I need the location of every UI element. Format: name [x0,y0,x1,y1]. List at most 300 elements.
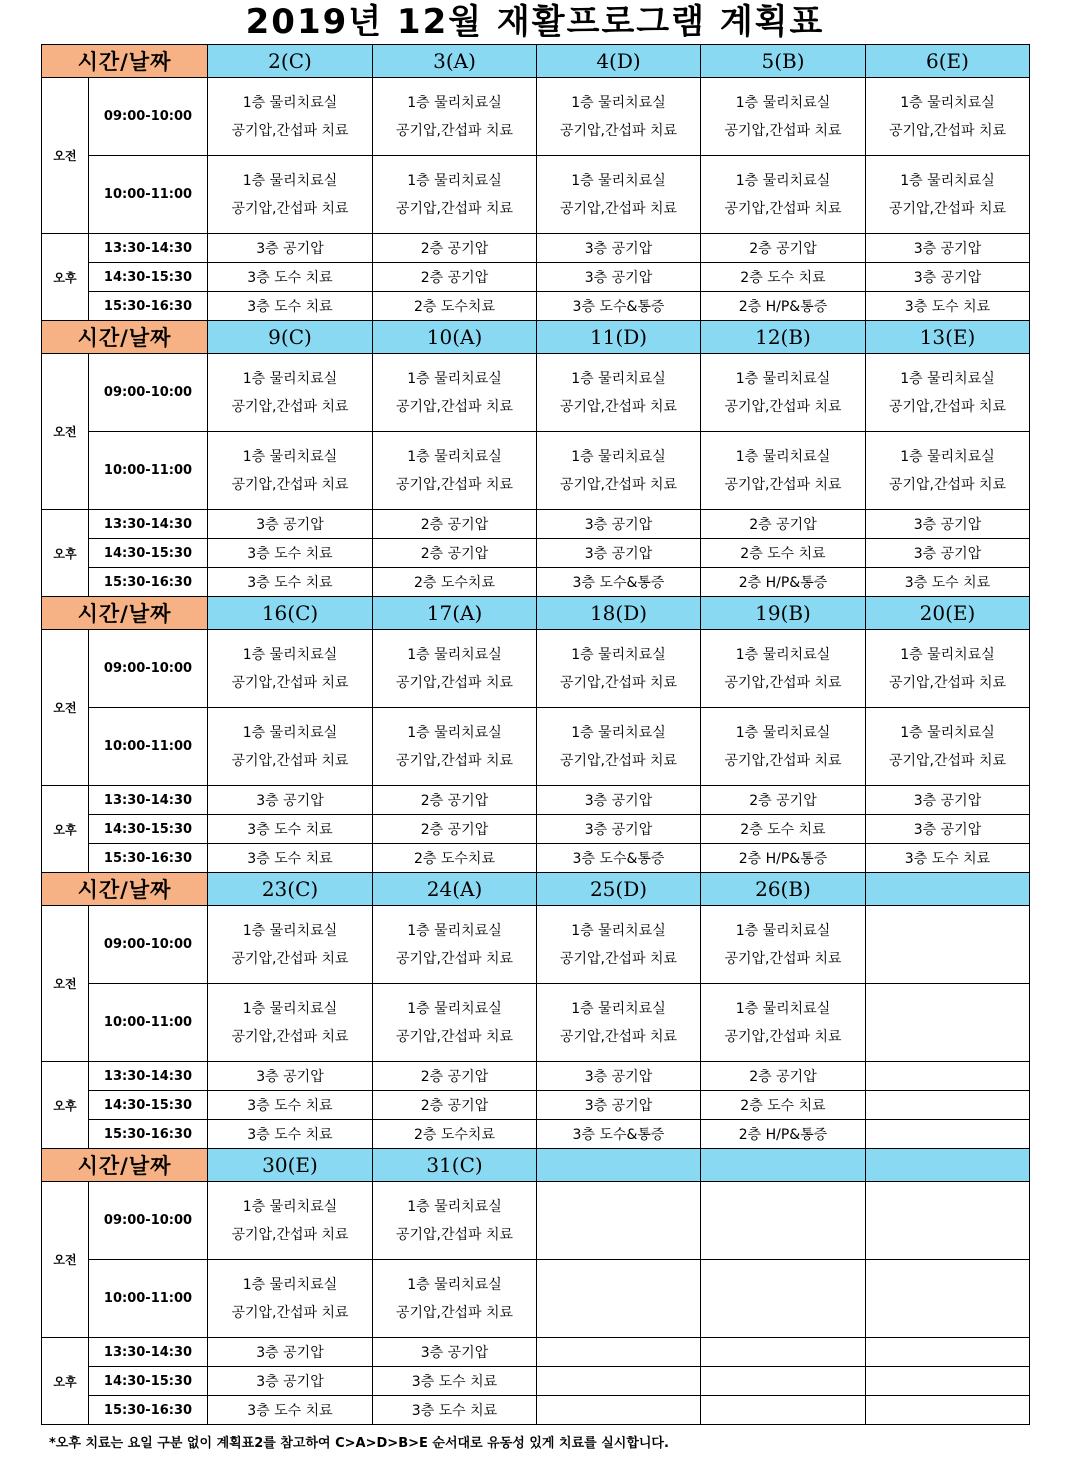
date-header: 16(C) [208,597,373,630]
date-header: 6(E) [866,45,1030,78]
schedule-cell: 2층 도수 치료 [701,539,866,568]
treatment-text: 공기압,간섭파 치료 [888,398,1007,415]
schedule-cell: 2층 도수 치료 [701,815,866,844]
treatment-text: 공기압,간섭파 치료 [724,122,842,139]
schedule-cell [701,1182,866,1260]
schedule-cell [701,1260,866,1338]
location-text: 1층 물리치료실 [242,646,338,663]
schedule-cell: 3층 공기압 [208,1367,373,1396]
schedule-cell [373,1260,537,1338]
date-header: 13(E) [866,321,1030,354]
schedule-cell [866,354,1030,432]
footnote: *오후 치료는 요일 구분 없이 계획표2를 참고하여 C>A>D>B>E 순서대로 유동성 있게 치료를 실시합니다. [49,1436,669,1451]
schedule-cell: 3층 도수 치료 [866,568,1030,597]
schedule-cell [701,78,866,156]
location-text: 1층 물리치료실 [407,1198,502,1215]
period-am-label: 오전 [42,906,89,1062]
time-slot: 10:00-11:00 [89,708,208,786]
schedule-cell [373,78,537,156]
location-text: 1층 물리치료실 [407,922,502,939]
schedule-cell: 2층 도수 치료 [701,1091,866,1120]
date-header: 30(E) [208,1149,373,1182]
location-text: 1층 물리치료실 [571,922,666,939]
time-slot: 15:30-16:30 [89,568,208,597]
pm-slot-row [42,539,1030,568]
location-text: 1층 물리치료실 [242,94,338,111]
pm-slot-row [42,1338,1030,1367]
time-slot: 09:00-10:00 [89,1182,208,1260]
date-header [701,1149,866,1182]
location-text: 1층 물리치료실 [571,1000,666,1017]
schedule-cell [373,156,537,234]
location-text: 1층 물리치료실 [900,94,995,111]
location-text: 1층 물리치료실 [735,94,831,111]
am-slot-row [42,630,1030,708]
schedule-cell [866,906,1030,984]
schedule-cell: 3층 공기압 [537,815,701,844]
schedule-cell [701,1396,866,1425]
treatment-text: 공기압,간섭파 치료 [395,1304,514,1321]
schedule-cell [537,984,701,1062]
schedule-cell: 3층 도수 치료 [208,1091,373,1120]
schedule-cell [537,432,701,510]
period-am-label: 오전 [42,354,89,510]
time-slot: 09:00-10:00 [89,630,208,708]
pm-slot-row [42,510,1030,539]
location-text: 1층 물리치료실 [900,172,995,189]
schedule-cell: 3층 공기압 [537,263,701,292]
treatment-text: 공기압,간섭파 치료 [724,476,842,493]
date-header: 17(A) [373,597,537,630]
schedule-cell [701,1367,866,1396]
treatment-text: 공기압,간섭파 치료 [888,674,1007,691]
date-header: 11(D) [537,321,701,354]
schedule-cell [866,708,1030,786]
location-text: 1층 물리치료실 [571,172,666,189]
am-slot-row [42,906,1030,984]
location-text: 1층 물리치료실 [407,646,502,663]
location-text: 1층 물리치료실 [735,448,831,465]
time-slot: 13:30-14:30 [89,510,208,539]
location-text: 1층 물리치료실 [735,922,831,939]
schedule-cell [537,630,701,708]
schedule-cell: 3층 도수 치료 [373,1396,537,1425]
am-slot-row [42,1260,1030,1338]
treatment-text: 공기압,간섭파 치료 [395,476,514,493]
date-header: 31(C) [373,1149,537,1182]
treatment-text: 공기압,간섭파 치료 [231,122,349,139]
time-date-header: 시간/날짜 [42,597,208,630]
schedule-cell: 2층 공기압 [373,815,537,844]
treatment-text: 공기압,간섭파 치료 [559,398,678,415]
treatment-text: 공기압,간섭파 치료 [395,1226,514,1243]
schedule-cell: 2층 도수 치료 [701,263,866,292]
week-header-row [42,45,1030,78]
treatment-text: 공기압,간섭파 치료 [888,122,1007,139]
schedule-cell: 3층 공기압 [866,539,1030,568]
schedule-body [42,45,1030,1425]
schedule-cell: 2층 공기압 [373,1062,537,1091]
location-text: 1층 물리치료실 [900,724,995,741]
date-header: 18(D) [537,597,701,630]
schedule-cell: 3층 공기압 [866,786,1030,815]
schedule-cell [537,1260,701,1338]
date-header: 24(A) [373,873,537,906]
schedule-cell [701,630,866,708]
schedule-cell [537,1338,701,1367]
schedule-cell [373,906,537,984]
treatment-text: 공기압,간섭파 치료 [559,950,678,967]
am-slot-row [42,432,1030,510]
pm-slot-row [42,1062,1030,1091]
schedule-cell: 2층 공기압 [373,786,537,815]
treatment-text: 공기압,간섭파 치료 [231,398,349,415]
date-header: 12(B) [701,321,866,354]
treatment-text: 공기압,간섭파 치료 [395,122,514,139]
schedule-cell [208,1260,373,1338]
treatment-text: 공기압,간섭파 치료 [395,752,514,769]
schedule-cell: 2층 도수치료 [373,292,537,321]
schedule-cell [866,984,1030,1062]
schedule-cell: 3층 도수 치료 [208,1120,373,1149]
treatment-text: 공기압,간섭파 치료 [724,1028,842,1045]
schedule-cell [537,156,701,234]
treatment-text: 공기압,간섭파 치료 [724,398,842,415]
schedule-cell [208,1182,373,1260]
treatment-text: 공기압,간섭파 치료 [888,476,1007,493]
location-text: 1층 물리치료실 [407,448,502,465]
schedule-cell: 3층 도수 치료 [208,815,373,844]
schedule-cell [866,1260,1030,1338]
schedule-cell: 2층 공기압 [701,510,866,539]
treatment-text: 공기압,간섭파 치료 [231,1028,349,1045]
treatment-text: 공기압,간섭파 치료 [395,200,514,217]
schedule-cell [537,78,701,156]
treatment-text: 공기압,간섭파 치료 [395,398,514,415]
period-pm-label: 오후 [42,786,89,873]
schedule-cell: 3층 도수&통증 [537,292,701,321]
time-date-header: 시간/날짜 [42,45,208,78]
schedule-cell: 2층 H/P&통증 [701,568,866,597]
schedule-cell: 3층 공기압 [373,1338,537,1367]
location-text: 1층 물리치료실 [571,94,666,111]
location-text: 1층 물리치료실 [407,724,502,741]
schedule-cell: 2층 공기압 [701,234,866,263]
schedule-cell: 3층 도수&통증 [537,568,701,597]
schedule-cell [208,906,373,984]
schedule-cell [208,354,373,432]
date-header: 26(B) [701,873,866,906]
time-slot: 10:00-11:00 [89,156,208,234]
schedule-cell: 2층 공기압 [701,1062,866,1091]
week-header-row [42,873,1030,906]
treatment-text: 공기압,간섭파 치료 [231,950,349,967]
schedule-cell: 3층 도수&통증 [537,1120,701,1149]
time-slot: 15:30-16:30 [89,1120,208,1149]
schedule-cell: 3층 공기압 [208,786,373,815]
pm-slot-row [42,1367,1030,1396]
location-text: 1층 물리치료실 [900,646,995,663]
treatment-text: 공기압,간섭파 치료 [559,752,678,769]
am-slot-row [42,156,1030,234]
schedule-cell: 3층 도수&통증 [537,844,701,873]
schedule-cell [866,1062,1030,1091]
schedule-cell: 3층 공기압 [866,263,1030,292]
location-text: 1층 물리치료실 [242,724,338,741]
time-slot: 13:30-14:30 [89,1062,208,1091]
schedule-cell [373,354,537,432]
schedule-cell: 2층 공기압 [373,263,537,292]
date-header: 20(E) [866,597,1030,630]
time-slot: 10:00-11:00 [89,432,208,510]
treatment-text: 공기압,간섭파 치료 [231,752,349,769]
location-text: 1층 물리치료실 [735,1000,831,1017]
treatment-text: 공기압,간섭파 치료 [724,752,842,769]
schedule-cell: 2층 공기압 [373,539,537,568]
am-slot-row [42,78,1030,156]
schedule-cell [537,708,701,786]
location-text: 1층 물리치료실 [242,1000,338,1017]
location-text: 1층 물리치료실 [407,1000,502,1017]
date-header [537,1149,701,1182]
schedule-cell: 2층 도수치료 [373,568,537,597]
period-pm-label: 오후 [42,1338,89,1425]
period-am-label: 오전 [42,1182,89,1338]
schedule-cell: 3층 공기압 [537,510,701,539]
schedule-cell: 3층 공기압 [866,510,1030,539]
treatment-text: 공기압,간섭파 치료 [724,200,842,217]
location-text: 1층 물리치료실 [242,922,338,939]
schedule-cell [866,78,1030,156]
date-header [866,873,1030,906]
schedule-cell: 3층 도수 치료 [208,568,373,597]
treatment-text: 공기압,간섭파 치료 [231,674,349,691]
schedule-cell [701,354,866,432]
schedule-cell [208,708,373,786]
schedule-cell [866,1396,1030,1425]
date-header: 23(C) [208,873,373,906]
location-text: 1층 물리치료실 [735,370,831,387]
location-text: 1층 물리치료실 [900,370,995,387]
schedule-cell [208,984,373,1062]
time-slot: 15:30-16:30 [89,844,208,873]
page-title: 2019년 12월 재활프로그램 계획표 [245,2,825,42]
location-text: 1층 물리치료실 [242,448,338,465]
location-text: 1층 물리치료실 [735,646,831,663]
treatment-text: 공기압,간섭파 치료 [559,1028,678,1045]
schedule-cell: 3층 공기압 [537,1062,701,1091]
location-text: 1층 물리치료실 [407,370,502,387]
time-slot: 13:30-14:30 [89,1338,208,1367]
schedule-cell [373,432,537,510]
treatment-text: 공기압,간섭파 치료 [231,1226,349,1243]
schedule-cell [537,354,701,432]
schedule-cell [208,156,373,234]
treatment-text: 공기압,간섭파 치료 [559,122,678,139]
schedule-cell [866,1338,1030,1367]
location-text: 1층 물리치료실 [407,1276,502,1293]
pm-slot-row [42,1396,1030,1425]
schedule-cell: 2층 H/P&통증 [701,1120,866,1149]
period-pm-label: 오후 [42,1062,89,1149]
time-slot: 10:00-11:00 [89,1260,208,1338]
schedule-cell: 3층 도수 치료 [866,292,1030,321]
location-text: 1층 물리치료실 [571,370,666,387]
time-slot: 14:30-15:30 [89,1367,208,1396]
date-header: 2(C) [208,45,373,78]
schedule-cell: 2층 도수치료 [373,1120,537,1149]
pm-slot-row [42,292,1030,321]
schedule-cell: 2층 공기압 [373,234,537,263]
treatment-text: 공기압,간섭파 치료 [395,950,514,967]
location-text: 1층 물리치료실 [242,1276,338,1293]
schedule-cell [537,1367,701,1396]
schedule-cell: 3층 도수 치료 [373,1367,537,1396]
schedule-cell [373,630,537,708]
period-am-label: 오전 [42,630,89,786]
schedule-cell [701,1338,866,1367]
week-header-row [42,597,1030,630]
schedule-cell: 2층 공기압 [701,786,866,815]
schedule-cell: 3층 도수 치료 [866,844,1030,873]
time-slot: 13:30-14:30 [89,234,208,263]
schedule-cell: 2층 H/P&통증 [701,844,866,873]
pm-slot-row [42,1091,1030,1120]
schedule-cell: 3층 공기압 [537,234,701,263]
period-pm-label: 오후 [42,510,89,597]
date-header: 3(A) [373,45,537,78]
schedule-cell: 3층 도수 치료 [208,263,373,292]
schedule-cell: 3층 공기압 [866,234,1030,263]
location-text: 1층 물리치료실 [242,172,338,189]
treatment-text: 공기압,간섭파 치료 [395,1028,514,1045]
schedule-cell: 3층 공기압 [537,1091,701,1120]
schedule-cell [373,984,537,1062]
period-pm-label: 오후 [42,234,89,321]
schedule-cell: 3층 공기압 [208,1338,373,1367]
schedule-cell [208,432,373,510]
date-header: 10(A) [373,321,537,354]
time-slot: 09:00-10:00 [89,906,208,984]
am-slot-row [42,1182,1030,1260]
location-text: 1층 물리치료실 [242,1198,338,1215]
schedule-cell: 3층 공기압 [866,815,1030,844]
am-slot-row [42,354,1030,432]
date-header: 5(B) [701,45,866,78]
schedule-cell [537,1396,701,1425]
schedule-cell [866,1120,1030,1149]
treatment-text: 공기압,간섭파 치료 [559,476,678,493]
location-text: 1층 물리치료실 [407,94,502,111]
schedule-cell [866,1182,1030,1260]
time-slot: 09:00-10:00 [89,78,208,156]
location-text: 1층 물리치료실 [571,646,666,663]
time-slot: 09:00-10:00 [89,354,208,432]
pm-slot-row [42,1120,1030,1149]
schedule-cell [701,432,866,510]
treatment-text: 공기압,간섭파 치료 [231,1304,349,1321]
am-slot-row [42,984,1030,1062]
location-text: 1층 물리치료실 [571,724,666,741]
schedule-cell: 3층 공기압 [208,510,373,539]
location-text: 1층 물리치료실 [900,448,995,465]
treatment-text: 공기압,간섭파 치료 [231,476,349,493]
time-date-header: 시간/날짜 [42,321,208,354]
schedule-cell: 2층 공기압 [373,510,537,539]
schedule-cell: 2층 공기압 [373,1091,537,1120]
treatment-text: 공기압,간섭파 치료 [231,200,349,217]
schedule-cell [208,78,373,156]
schedule-cell: 3층 공기압 [537,786,701,815]
date-header: 25(D) [537,873,701,906]
schedule-cell: 3층 공기압 [208,234,373,263]
time-slot: 14:30-15:30 [89,1091,208,1120]
schedule-cell [701,708,866,786]
schedule-cell: 3층 도수 치료 [208,844,373,873]
schedule-cell: 3층 도수 치료 [208,539,373,568]
treatment-text: 공기압,간섭파 치료 [888,200,1007,217]
location-text: 1층 물리치료실 [735,724,831,741]
schedule-cell [208,630,373,708]
week-header-row [42,1149,1030,1182]
schedule-cell: 3층 공기압 [537,539,701,568]
am-slot-row [42,708,1030,786]
time-date-header: 시간/날짜 [42,873,208,906]
time-slot: 15:30-16:30 [89,1396,208,1425]
week-header-row [42,321,1030,354]
schedule-cell: 3층 공기압 [208,1062,373,1091]
date-header: 19(B) [701,597,866,630]
schedule-cell [701,984,866,1062]
time-slot: 14:30-15:30 [89,815,208,844]
pm-slot-row [42,234,1030,263]
pm-slot-row [42,815,1030,844]
date-header: 4(D) [537,45,701,78]
treatment-text: 공기압,간섭파 치료 [559,674,678,691]
schedule-cell [866,1091,1030,1120]
schedule-cell [373,708,537,786]
schedule-cell [866,432,1030,510]
location-text: 1층 물리치료실 [571,448,666,465]
schedule-cell [373,1182,537,1260]
schedule-cell: 3층 도수 치료 [208,292,373,321]
period-am-label: 오전 [42,78,89,234]
location-text: 1층 물리치료실 [242,370,338,387]
schedule-cell [537,1182,701,1260]
pm-slot-row [42,786,1030,815]
time-date-header: 시간/날짜 [42,1149,208,1182]
schedule-cell [866,630,1030,708]
time-slot: 10:00-11:00 [89,984,208,1062]
time-slot: 15:30-16:30 [89,292,208,321]
location-text: 1층 물리치료실 [735,172,831,189]
schedule-cell: 2층 도수치료 [373,844,537,873]
time-slot: 13:30-14:30 [89,786,208,815]
schedule-cell: 3층 도수 치료 [208,1396,373,1425]
pm-slot-row [42,568,1030,597]
date-header [866,1149,1030,1182]
pm-slot-row [42,844,1030,873]
location-text: 1층 물리치료실 [407,172,502,189]
treatment-text: 공기압,간섭파 치료 [395,674,514,691]
schedule-cell: 2층 H/P&통증 [701,292,866,321]
schedule-cell [537,906,701,984]
schedule-cell [866,156,1030,234]
treatment-text: 공기압,간섭파 치료 [559,200,678,217]
schedule-cell [866,1367,1030,1396]
treatment-text: 공기압,간섭파 치료 [888,752,1007,769]
schedule-table [41,44,1030,1425]
